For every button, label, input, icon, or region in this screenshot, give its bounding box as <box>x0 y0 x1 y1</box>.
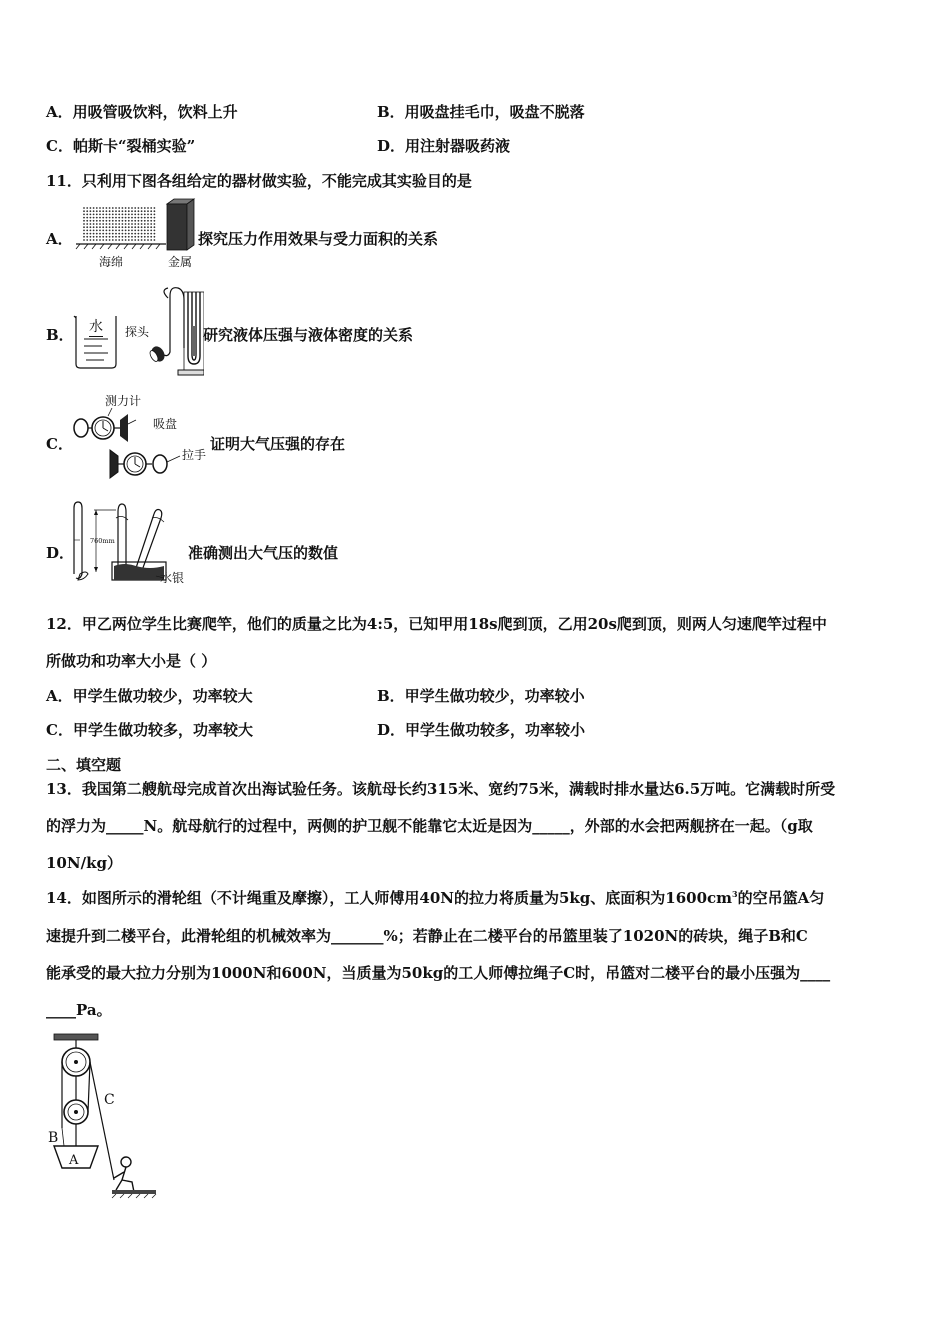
upper-meter <box>74 417 120 439</box>
label-water: 水 <box>89 316 103 337</box>
tube-tilted <box>134 510 162 577</box>
q13-line3: 10N/kg） <box>46 854 122 872</box>
q11-option-b-text: 研究液体压强与液体密度的关系 <box>203 326 414 344</box>
worker <box>114 1157 134 1192</box>
label-probe: 探头 <box>125 325 150 339</box>
label-metal: 金属 <box>168 255 193 269</box>
q10-option-a: A．用吸管吸饮料，饮料上升 <box>46 103 238 121</box>
probe-tube <box>162 288 184 356</box>
label-basket-a: A <box>69 1153 79 1168</box>
lower-meter <box>110 450 180 478</box>
probe <box>148 344 167 364</box>
atmospheric-pressure-figure <box>70 398 210 486</box>
q11-option-d-text: 准确测出大气压的数值 <box>188 544 339 562</box>
q12-option-d: D．甲学生做功较多，功率较小 <box>377 721 586 739</box>
q14-line1-pre: 14．如图所示的滑轮组（不计绳重及摩擦），工人师傅用40N的拉力将质量为5kg、底面积为1600cm <box>46 889 733 907</box>
q11-option-a-text: 探究压力作用效果与受力面积的关系 <box>198 230 439 248</box>
sponge-block <box>83 207 155 241</box>
label-rope-c: C <box>104 1092 115 1108</box>
q12-option-c: C．甲学生做功较多，功率较大 <box>46 721 253 739</box>
label-handle: 拉手 <box>182 448 207 462</box>
q14-line2: 速提升到二楼平台，此滑轮组的机械效率为_______%；若静止在二楼平台的吊篮里装了1020N的砖块，绳子B和C <box>46 927 808 945</box>
q11-option-c-letter: C． <box>46 435 73 453</box>
q14-line3: 能承受的最大拉力分别为1000N和600N，当质量为50kg的工人师傅拉绳子C时，吊篮对二楼平台的最小压强为____ <box>46 964 831 982</box>
q10-option-d: D．用注射器吸药液 <box>377 137 511 155</box>
q11-stem: 11．只利用下图各组给定的器材做实验，不能完成其实验目的是 <box>46 172 472 190</box>
q14-line1-sup: 3 <box>732 889 738 899</box>
q14-line4: ____Pa。 <box>46 1001 112 1019</box>
tube-middle <box>118 504 126 574</box>
label-mercury: 水银 <box>160 571 185 585</box>
q12-stem-line2: 所做功和功率大小是（ ） <box>46 652 217 670</box>
label-rope-b: B <box>48 1130 59 1146</box>
q13-line2: 的浮力为_____N。航母航行的过程中，两侧的护卫舰不能靠它太近是因为_____，外部的水会把两舰挤在一起。（g取 <box>46 817 813 835</box>
q14-line1-post: 的空吊篮A匀 <box>737 889 825 907</box>
pulley-system-figure <box>42 1030 166 1200</box>
q11-option-d-letter: D． <box>46 544 75 562</box>
q14-line1 <box>46 888 824 908</box>
metal-block <box>167 199 194 250</box>
q12-option-a: A．甲学生做功较少，功率较大 <box>46 687 253 705</box>
label-force-meter: 测力计 <box>105 394 142 408</box>
label-suction-cup: 吸盘 <box>153 417 178 431</box>
q11-option-c-text: 证明大气压强的存在 <box>210 435 346 453</box>
q11-option-b-letter: B． <box>46 326 74 344</box>
q12-option-b: B．甲学生做功较少，功率较小 <box>377 687 585 705</box>
q13-line1: 13．我国第二艘航母完成首次出海试验任务。该航母长约315米、宽约75米，满载时排水量达6.5万吨。它满载时所受 <box>46 780 836 798</box>
q10-option-b: B．用吸盘挂毛巾，吸盘不脱落 <box>377 103 585 121</box>
q11-option-a-letter: A． <box>46 230 73 248</box>
label-760mm: 760mm <box>90 537 115 545</box>
label-sponge: 海绵 <box>99 255 124 269</box>
q10-option-c: C．帕斯卡“裂桶实验” <box>46 137 196 155</box>
q12-stem-line1: 12．甲乙两位学生比赛爬竿，他们的质量之比为4:5，已知甲用18s爬到顶，乙用20s爬到顶，则两人匀速爬竿过程中 <box>46 615 827 633</box>
section-title: 二、填空题 <box>46 756 122 774</box>
